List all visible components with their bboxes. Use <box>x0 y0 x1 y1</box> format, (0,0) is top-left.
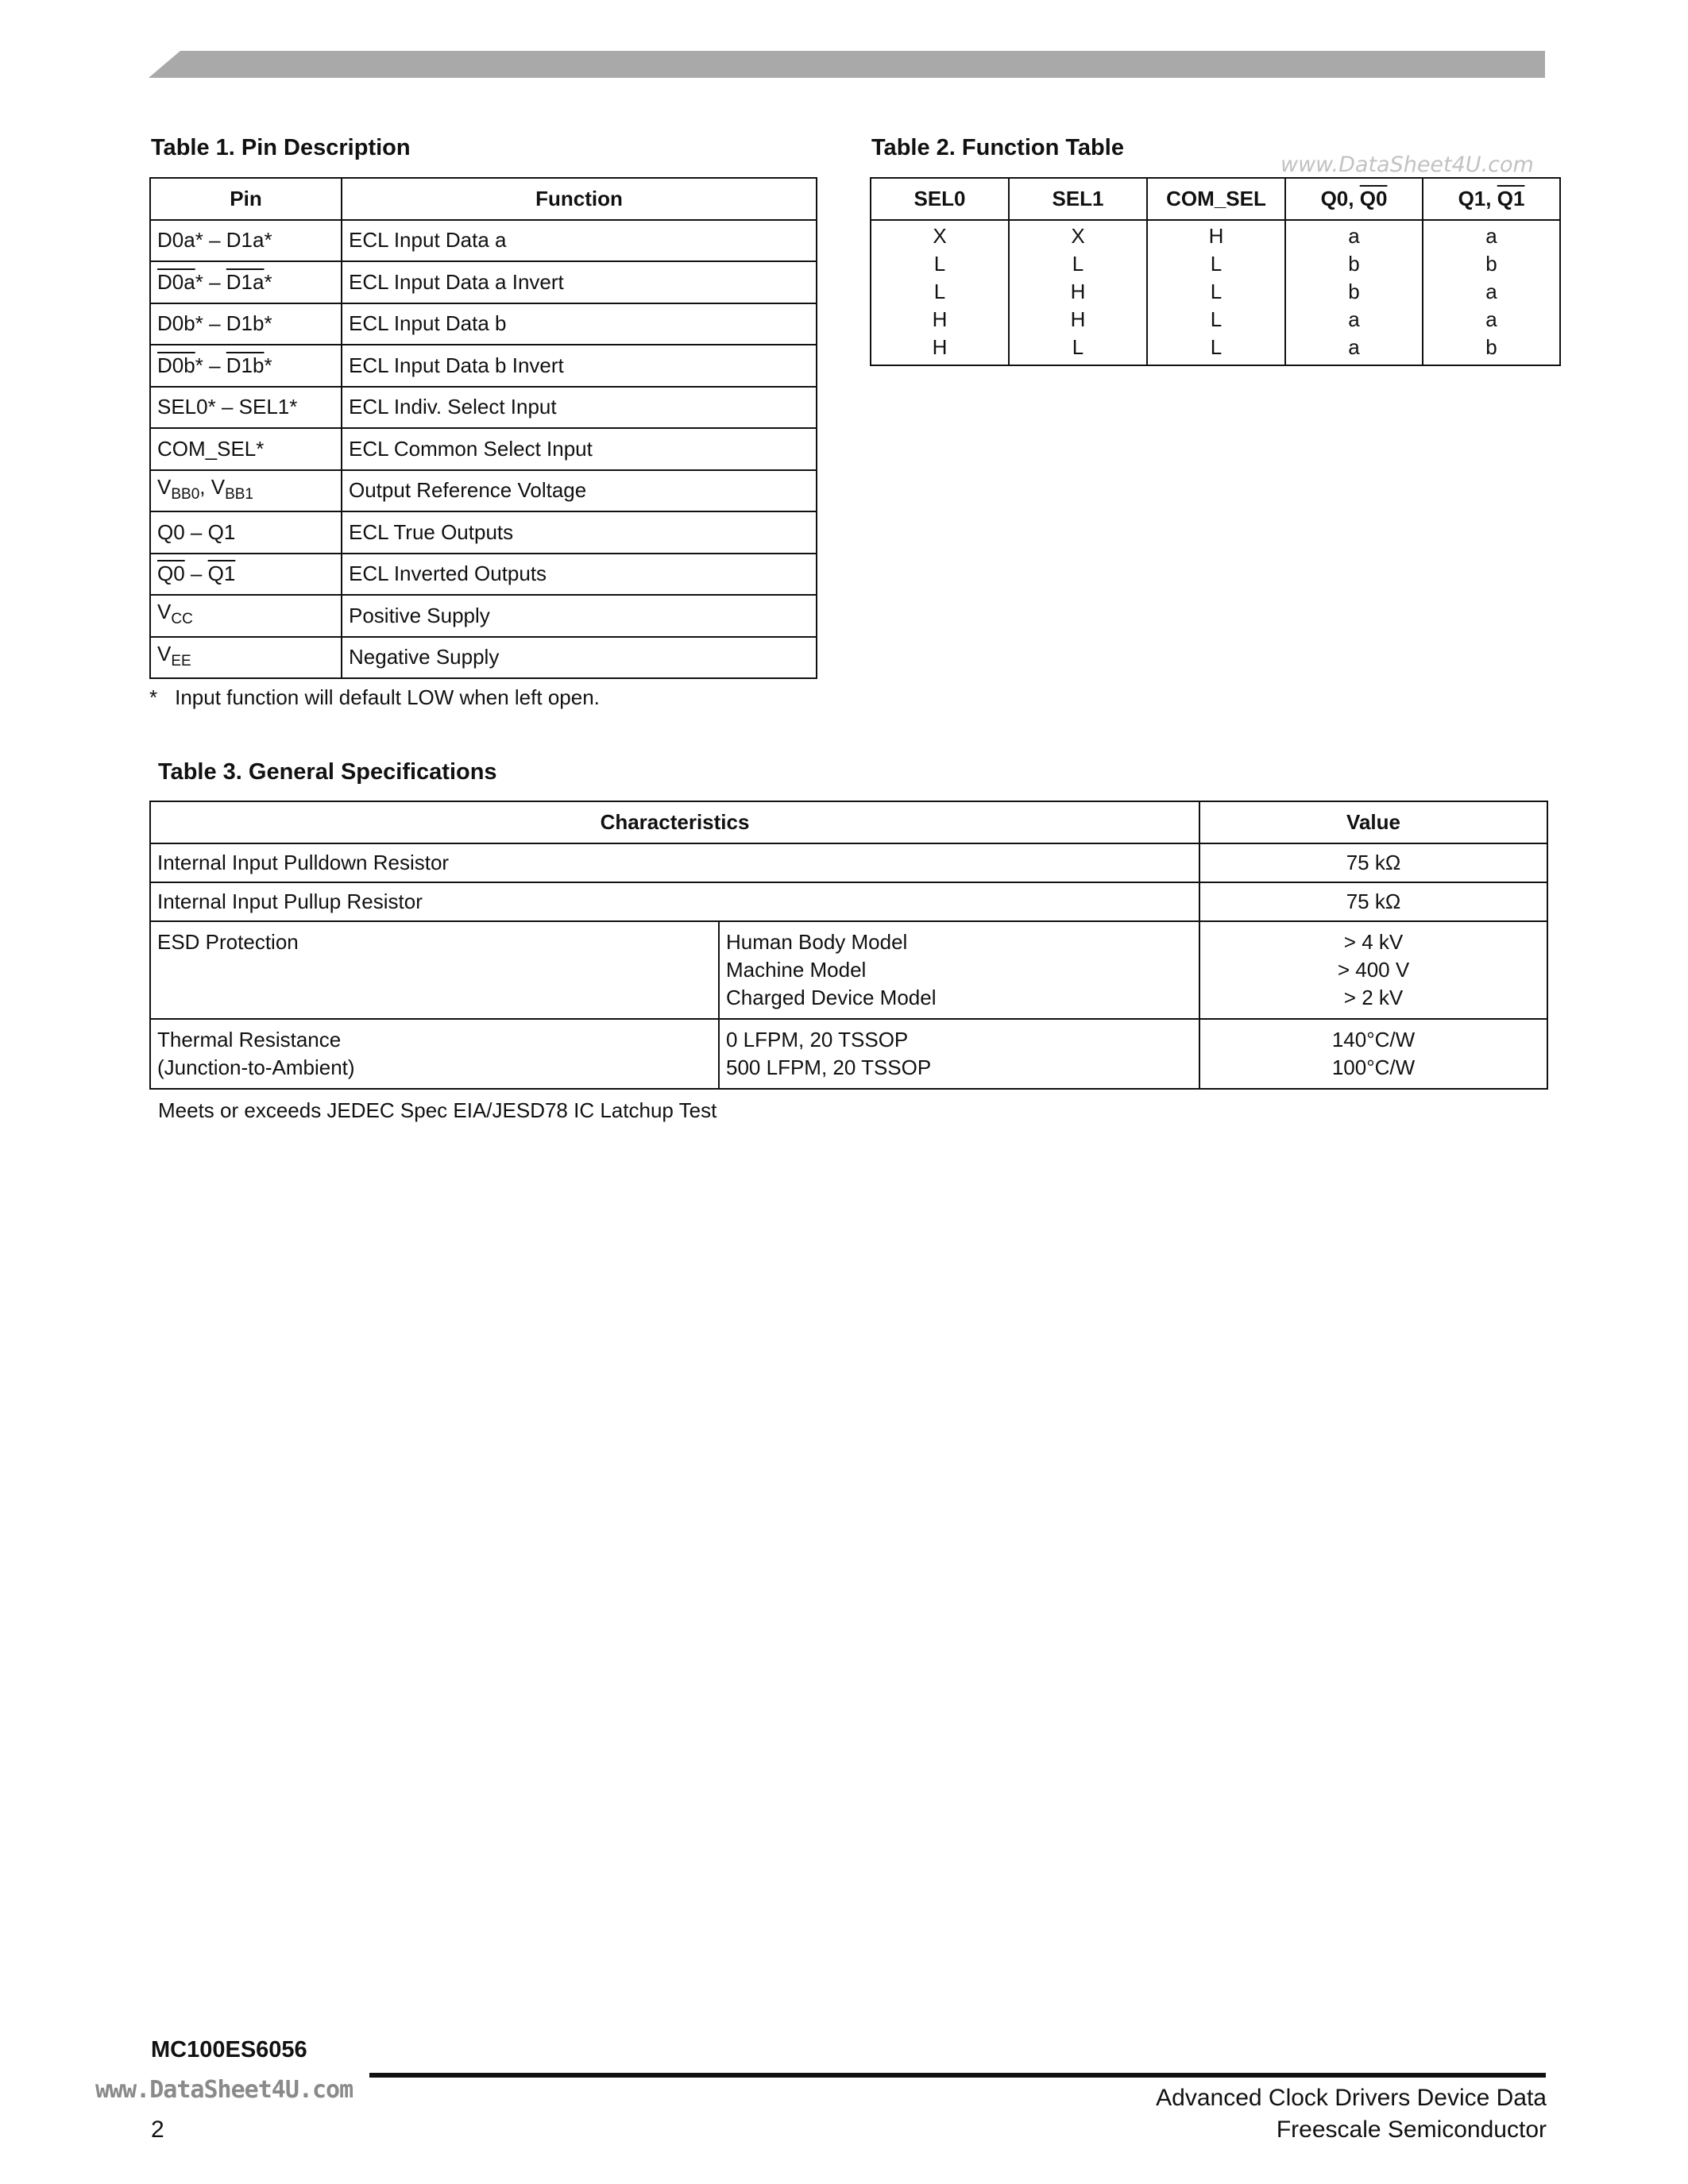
pin-cell: $V_{EE}$ <box>150 637 342 679</box>
pin-cell: D0a* – D1a* <box>150 220 342 262</box>
table-row <box>150 303 817 345</box>
function-cell: Positive Supply <box>342 595 817 637</box>
table-cell: b <box>1485 335 1497 359</box>
part-number: MC100ES6056 <box>151 2037 307 2062</box>
table-cell: H <box>932 335 948 359</box>
function-cell: ECL Inverted Outputs <box>342 554 817 596</box>
function-cell: ECL Input Data a Invert <box>342 261 817 303</box>
pin-cell: D0b* – D1b* <box>150 345 342 387</box>
general-specifications-table <box>149 801 1548 1090</box>
table-cell: a <box>1348 335 1360 359</box>
table-cell: L <box>1210 252 1223 276</box>
value-cell: > 4 kV > 400 V > 2 kV <box>1199 921 1547 1019</box>
table-cell: a <box>1348 307 1360 331</box>
table-row <box>871 220 1560 365</box>
table-cell: a <box>1485 224 1497 248</box>
table-row <box>150 843 1547 882</box>
table-cell: L <box>1210 307 1223 331</box>
col-header-sel1: SEL1 <box>1009 178 1147 220</box>
table-cell: b <box>1348 280 1360 303</box>
characteristic-cell: ESD Protection <box>150 921 719 1019</box>
sel0-column <box>871 220 1009 365</box>
table-cell: a <box>1485 307 1497 331</box>
table-header-row <box>871 178 1560 220</box>
table-row <box>150 387 817 429</box>
q1-column <box>1423 220 1560 365</box>
function-cell: ECL Common Select Input <box>342 428 817 470</box>
pin-cell: D0a* – D1a* <box>150 261 342 303</box>
function-cell: ECL True Outputs <box>342 511 817 554</box>
pin-cell: Q0 – Q1 <box>150 511 342 554</box>
table-cell: H <box>932 307 948 331</box>
table2-title: Table 2. Function Table <box>871 135 1124 160</box>
table-cell: H <box>1070 280 1086 303</box>
table-row <box>150 261 817 303</box>
table-cell: L <box>933 280 946 303</box>
table-row <box>150 511 817 554</box>
table-row <box>150 882 1547 921</box>
table-cell: L <box>1210 280 1223 303</box>
table-row <box>150 470 817 512</box>
col-header-com-sel: COM_SEL <box>1147 178 1285 220</box>
footer-rule <box>369 2073 1546 2078</box>
condition-cell: Human Body Model Machine Model Charged Device Model <box>719 921 1199 1019</box>
pin-cell: COM_SEL* <box>150 428 342 470</box>
header-bar <box>149 51 1545 78</box>
pin-description-table <box>149 177 817 679</box>
table-cell: a <box>1348 224 1360 248</box>
col-header-characteristics: Characteristics <box>150 801 1199 843</box>
table-row <box>150 921 1547 1019</box>
table-row <box>150 345 817 387</box>
table-cell: X <box>1071 224 1085 248</box>
pin-cell: $V_{BB0}$, $V_{BB1}$ <box>150 470 342 512</box>
col-header-q0: Q0, Q0 <box>1285 178 1423 220</box>
table-cell: L <box>1072 252 1084 276</box>
pin-cell: D0b* – D1b* <box>150 303 342 345</box>
table-row <box>150 428 817 470</box>
function-cell: ECL Input Data b Invert <box>342 345 817 387</box>
footer-doc-title: Advanced Clock Drivers Device Data <box>1156 2085 1547 2111</box>
table-cell: b <box>1348 252 1360 276</box>
characteristic-cell: Internal Input Pullup Resistor <box>150 882 1199 921</box>
condition-cell: 0 LFPM, 20 TSSOP 500 LFPM, 20 TSSOP <box>719 1019 1199 1089</box>
function-cell: Output Reference Voltage <box>342 470 817 512</box>
table-row <box>150 637 817 679</box>
function-table <box>870 177 1561 366</box>
table-header-row <box>150 801 1547 843</box>
col-header-function: Function <box>342 178 817 220</box>
watermark-top: www.DataSheet4U.com <box>1280 152 1534 177</box>
table-cell: a <box>1485 280 1497 303</box>
table-cell: L <box>1072 335 1084 359</box>
function-cell: ECL Input Data b <box>342 303 817 345</box>
table-row <box>150 1019 1547 1089</box>
value-cell: 140°C/W 100°C/W <box>1199 1019 1547 1089</box>
table-cell: b <box>1485 252 1497 276</box>
pin-cell: Q0 – Q1 <box>150 554 342 596</box>
col-header-sel0: SEL0 <box>871 178 1009 220</box>
function-cell: ECL Input Data a <box>342 220 817 262</box>
table1-footnote: * Input function will default LOW when left open. <box>149 685 600 709</box>
value-cell: 75 kΩ <box>1199 882 1547 921</box>
table3-title: Table 3. General Specifications <box>158 759 497 785</box>
table1-title: Table 1. Pin Description <box>151 135 411 160</box>
table-row <box>150 595 817 637</box>
page-number: 2 <box>151 2116 164 2143</box>
col-header-pin: Pin <box>150 178 342 220</box>
pin-cell: $V_{CC}$ <box>150 595 342 637</box>
table-header-row <box>150 178 817 220</box>
table3-note: Meets or exceeds JEDEC Spec EIA/JESD78 IC Latchup Test <box>158 1098 717 1122</box>
com-sel-column <box>1147 220 1285 365</box>
characteristic-cell: Internal Input Pulldown Resistor <box>150 843 1199 882</box>
q0-column <box>1285 220 1423 365</box>
table-cell: H <box>1208 224 1224 248</box>
function-cell: ECL Indiv. Select Input <box>342 387 817 429</box>
pin-cell: SEL0* – SEL1* <box>150 387 342 429</box>
footer-company: Freescale Semiconductor <box>1276 2116 1547 2143</box>
table-cell: X <box>933 224 947 248</box>
table-row <box>150 220 817 262</box>
col-header-q1: Q1, Q1 <box>1423 178 1560 220</box>
table-cell: H <box>1070 307 1086 331</box>
characteristic-cell: Thermal Resistance (Junction-to-Ambient) <box>150 1019 719 1089</box>
value-cell: 75 kΩ <box>1199 843 1547 882</box>
table-cell: L <box>933 252 946 276</box>
col-header-value: Value <box>1199 801 1547 843</box>
function-cell: Negative Supply <box>342 637 817 679</box>
table-row <box>150 554 817 596</box>
sel1-column <box>1009 220 1147 365</box>
footer-watermark: www.DataSheet4U.com <box>95 2076 353 2104</box>
table-cell: L <box>1210 335 1223 359</box>
